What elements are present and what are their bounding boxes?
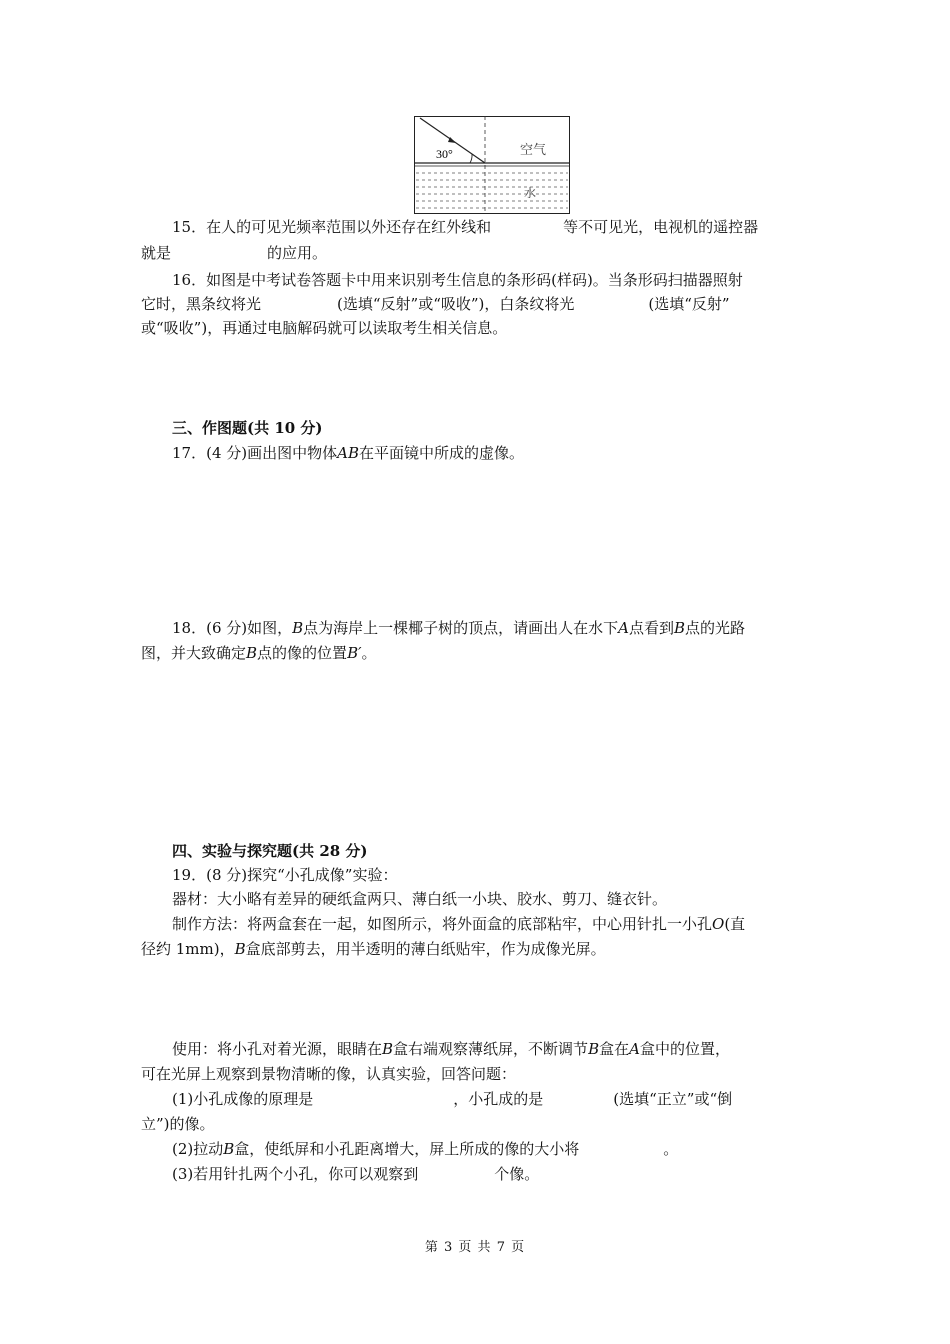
q19-make-line1: 制作方法：将两盒套在一起，如图所示，将外面盒的底部粘牢，中心用针扎一小孔O(直 — [172, 915, 746, 933]
q19-use-line1: 使用：将小孔对着光源，眼睛在B盒右端观察薄纸屏，不断调节B盒在A盒中的位置， — [172, 1040, 730, 1058]
q17: 17．(4 分)画出图中物体AB在平面镜中所成的虚像。 — [172, 444, 524, 462]
q15-line2: 就是 的应用。 — [141, 244, 328, 262]
angle-arc — [470, 154, 472, 163]
q18-line2: 图，并大致确定B点的像的位置B′。 — [141, 644, 377, 662]
section4-heading: 四、实验与探究题(共 28 分) — [172, 842, 368, 860]
q19-part1-line2: 立”)的像。 — [141, 1115, 215, 1133]
q19-make-line2: 径约 1mm)，B盒底部剪去，用半透明的薄白纸贴牢，作为成像光屏。 — [141, 940, 606, 958]
water-hatching — [416, 173, 568, 208]
page-footer: 第 3 页 共 7 页 — [424, 1240, 526, 1255]
q16-line2: 它时，黑条纹将光 (选填“反射”或“吸收”)，白条纹将光 (选填“反射” — [141, 295, 730, 313]
angle-label: 30° — [436, 147, 453, 161]
q19-use-line2: 可在光屏上观察到景物清晰的像，认真实验，回答问题： — [141, 1065, 517, 1083]
air-label: 空气 — [520, 143, 547, 158]
refraction-figure — [414, 116, 570, 214]
q19-part2: (2)拉动B盒，使纸屏和小孔距离增大，屏上所成的像的大小将 。 — [172, 1140, 679, 1158]
figure-frame — [415, 117, 570, 214]
q16-line3: 或“吸收”)，再通过电脑解码就可以读取考生相关信息。 — [141, 319, 508, 337]
q16-line1: 16．如图是中考试卷答题卡中用来识别考生信息的条形码(样码)。当条形码扫描器照射 — [172, 271, 743, 289]
section3-heading: 三、作图题(共 10 分) — [172, 419, 323, 437]
water-label: 水 — [524, 186, 537, 200]
q19-materials: 器材：大小略有差异的硬纸盒两只、薄白纸一小块、胶水、剪刀、缝衣针。 — [172, 890, 668, 908]
q19-title: 19．(8 分)探究“小孔成像”实验： — [172, 866, 398, 884]
q19-part1-line1: (1)小孔成像的原理是 ，小孔成的是 (选填“正立”或“倒 — [172, 1090, 733, 1108]
q15-line1: 15．在人的可见光频率范围以外还存在红外线和 等不可见光，电视机的遥控器 — [172, 218, 759, 236]
q18-line1: 18．(6 分)如图，B点为海岸上一棵椰子树的顶点，请画出人在水下A点看到B点的光路 — [172, 619, 746, 637]
q19-part3: (3)若用针扎两个小孔，你可以观察到 个像。 — [172, 1165, 540, 1183]
